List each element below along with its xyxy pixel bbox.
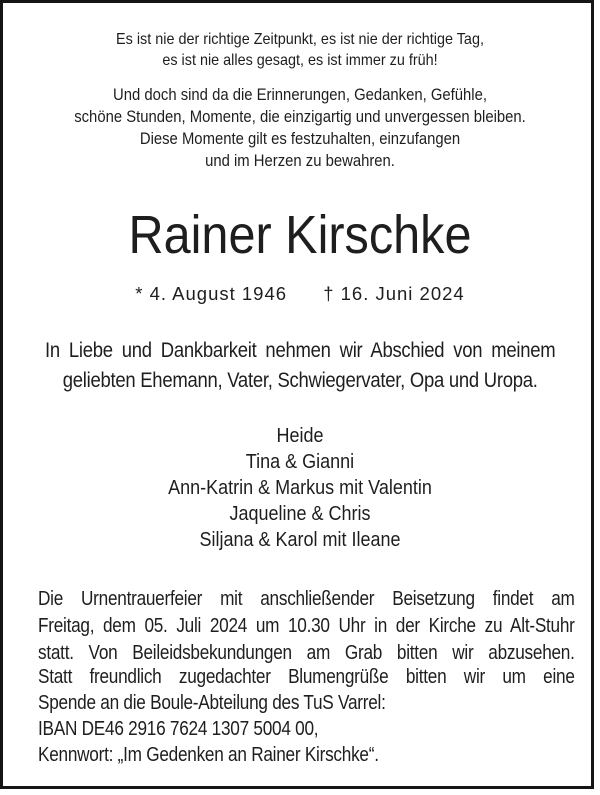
donation-line: Spende an die Boule-Abteilung des TuS Varrel: (38, 692, 386, 714)
farewell-line: geliebten Ehemann, Vater, Schwiegervater, Opa und Uropa. (62, 369, 538, 392)
verse-line: Es ist nie der richtige Zeitpunkt, es ist nie der richtige Tag, (116, 31, 484, 48)
donation-line: IBAN DE46 2916 7624 1307 5004 00, (38, 718, 319, 740)
mourner-name: Tina & Gianni (245, 451, 355, 473)
mourner-name: Jaqueline & Chris (229, 503, 371, 525)
birth-date: * 4. August 1946 (135, 283, 288, 304)
mourners-list (168, 423, 432, 553)
deceased-name: Rainer Kirschke (128, 205, 472, 265)
verse-line: Und doch sind da die Erinnerungen, Gedanken, Gefühle, (113, 86, 487, 104)
verse-line: es ist nie alles gesagt, es ist immer zu früh! (162, 52, 438, 69)
donation-line: Statt freundlich zugedachter Blumengrüße bitten wir um eine (38, 666, 575, 688)
donation-line: Kennwort: „Im Gedenken an Rainer Kirschke“. (38, 744, 379, 766)
funeral-information (38, 586, 575, 667)
death-date: † 16. Juni 2024 (323, 283, 465, 304)
verse-line: Diese Momente gilt es festzuhalten, einzufangen (139, 130, 461, 148)
funeral-line: Freitag, dem 05. Juli 2024 um 10.30 Uhr in der Kirche zu Alt-Stuhr (38, 615, 575, 637)
farewell-text (45, 336, 555, 396)
donation-information (38, 664, 575, 768)
life-dates (0, 281, 600, 307)
farewell-line: In Liebe und Dankbarkeit nehmen wir Abschied von meinem (45, 339, 556, 362)
verse-line: schöne Stunden, Momente, die einzigartig und unvergessen bleiben. (74, 108, 526, 126)
verse-line: und im Herzen zu bewahren. (205, 152, 395, 170)
mourner-name: Heide (276, 425, 324, 447)
mourner-name: Siljana & Karol mit Ileane (199, 529, 401, 551)
mourner-name: Ann-Katrin & Markus mit Valentin (168, 477, 432, 499)
funeral-line: statt. Von Beileidsbekundungen am Grab bitten wir abzusehen. (38, 642, 575, 664)
opening-verse-stanza-1 (116, 29, 484, 71)
opening-verse-stanza-2 (74, 84, 526, 172)
funeral-line: Die Urnentrauerfeier mit anschließender Beisetzung findet am (38, 588, 575, 610)
